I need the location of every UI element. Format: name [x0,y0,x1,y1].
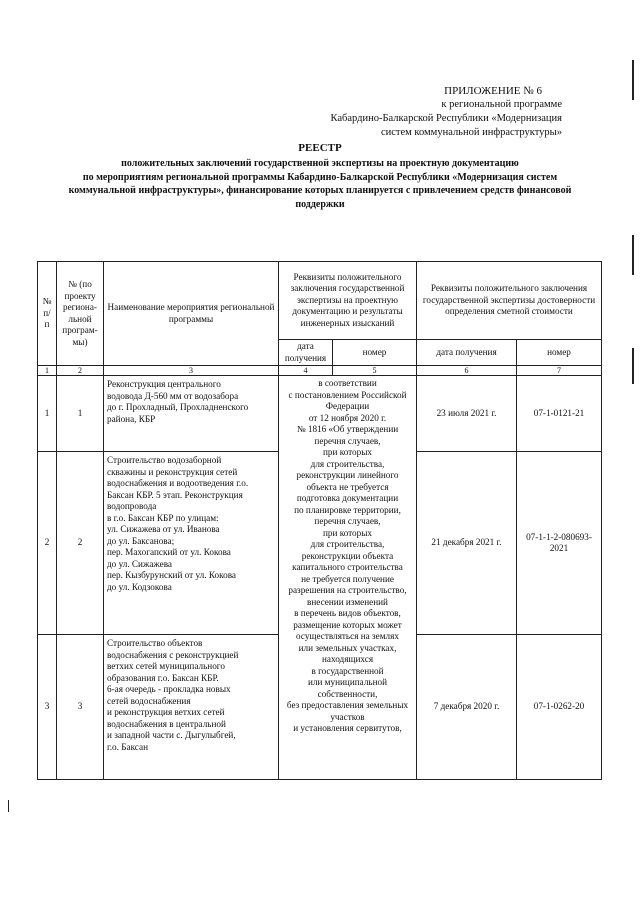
note-line: участков [330,711,365,722]
note-line: капитального строительства [292,562,403,572]
title-heading: РЕЕСТР [298,142,342,154]
row-num: 2 [38,452,57,635]
note-line: или муниципальной [307,677,388,687]
row-name-line: г.о. Баксан [107,741,148,752]
note-line: от 12 ноября 2020 г. [308,412,387,423]
note-line: внесении изменений [307,596,388,607]
row-name-line: водовода Д-560 мм от водозабора [107,390,239,401]
note-line: осуществляться на землях [296,631,399,641]
index-cell: 5 [333,366,417,376]
row-name-line: до г. Прохладный, Прохладненского [107,402,249,412]
note-line: разрешения на строительство, [288,585,407,595]
row-name-line: водопровода [107,501,157,511]
row-g2-date: 7 декабря 2020 г. [417,635,517,780]
subtitle-line: по мероприятиям региональной программы Кабардино-Балкарской Республики «Модернизация систем [82,171,558,183]
scan-margin-mark [632,60,634,100]
note-line: реконструкции объекта [301,550,394,561]
note-line: № 1816 «Об утверждении [296,424,399,434]
note-line: для строительства, [310,539,385,549]
header-g1-date: дата получения [279,340,333,366]
note-line: перечня случаев, [314,435,381,446]
subtitle-line: положительных заключений государственной экспертизы на проектную документацию [121,158,519,169]
index-row [38,366,602,376]
scan-margin-mark [8,800,9,812]
appendix-line: Кабардино-Балкарской Республики «Модернизация [330,113,562,124]
row-name-line: Строительство водозаборной [107,455,222,465]
row-name-line: образования г.о. Баксан КБР. [107,672,219,683]
note-line: при которых [322,447,373,457]
row-name-line: скважины и реконструкция сетей [107,466,238,477]
row-g2-date: 21 декабря 2021 г. [417,452,517,635]
note-line: с постановлением Российской [288,389,407,400]
row-num: 1 [38,376,57,452]
note-line: объекта не требуется [306,481,389,492]
note-line: в соответствии [318,378,377,388]
index-cell: 4 [279,366,333,376]
note-line: находящихся [321,654,374,664]
appendix-line: ПРИЛОЖЕНИЕ № 6 [444,85,542,97]
note-line: собственности, [317,688,378,699]
row-name-line: и западной части с. Дыгулыбгей, [107,730,236,740]
header-g2-date: дата получения [417,340,517,366]
merged-note-cell [279,376,417,780]
row-name-line: в г.о. Баксан КБР по улицам: [107,512,219,523]
document-title [40,142,600,211]
note-line: размещение которых может [293,619,402,630]
scan-margin-mark [632,235,634,275]
subtitle-line: коммунальной инфраструктуры», финансирование которых планируется с привлечением средств финансовой [68,185,572,196]
header-g2-number: номер [517,340,602,366]
row-name-line: до ул. Кодзокова [107,581,172,592]
header-group-cost-expertise: Реквизиты положительного заключения государственной экспертизы достоверности определения сметной стоимости [417,262,602,340]
row-prog-num: 3 [57,635,104,780]
note-line: не требуется получение [301,573,394,584]
row-name-line: водоснабжения в центральной [107,718,226,729]
row-name-line: ул. Сижажева от ул. Иванова [107,524,220,534]
row-name-line: сетей водоснабжения [107,695,191,706]
note-line: в перечень видов объектов, [294,608,401,618]
row-prog-num: 2 [57,452,104,635]
appendix-line: к региональной программе [441,99,562,110]
row-num: 3 [38,635,57,780]
note-line: реконструкции линейного [296,470,399,480]
appendix-line: систем коммунальной инфраструктуры» [380,127,562,138]
row-name-line: Строительство объектов [107,638,203,648]
index-cell: 2 [57,366,104,376]
row-name-line: до ул. Баксанова; [107,535,175,546]
note-line: в государственной [311,665,384,676]
row-g2-number: 07-1-0262-20 [517,635,602,780]
note-line: при которых [322,527,373,538]
row-name-line: водоснабжения и водоотведения г.о. [107,478,249,488]
index-cell: 7 [517,366,602,376]
appendix-header [322,84,562,140]
header-num: № п/п [38,262,57,366]
note-line: по планировке территории, [294,504,401,515]
row-name-line: пер. Махогапский от ул. Кокова [107,547,231,557]
header-prog-num: № (по проекту региона-льной програм-мы) [57,262,104,366]
index-cell: 6 [417,366,517,376]
row-name [104,635,279,780]
row-g2-number: 07-1-0121-21 [517,376,602,452]
row-name-line: 6-ая очередь - прокладка новых [107,684,231,694]
subtitle-line: поддержки [295,198,345,210]
row-name-line: пер. Кызбурунский от ул. Кокова [107,570,236,580]
row-name-line: района, КБР [107,413,156,424]
row-name [104,376,279,452]
row-name-line: до ул. Сижажева [107,558,173,569]
row-name-line: водоснабжения с реконструкцией [107,649,239,660]
note-line: перечня случаев, [314,516,381,526]
row-name-line: ветхих сетей муниципального [107,661,225,671]
index-cell: 1 [38,366,57,376]
header-group-project-expertise: Реквизиты положительного заключения государственной экспертизы на проектную документацию и результаты инженерных изысканий [279,262,417,340]
row-name-line: Реконструкция центрального [107,379,221,389]
index-cell: 3 [104,366,279,376]
row-name-line: Баксан КБР. 5 этап. Реконструкция [107,489,243,500]
table-row [38,376,602,452]
scan-margin-mark [632,348,634,384]
note-line: и установления сервитутов, [293,723,402,733]
header-row [38,262,602,340]
row-g2-number: 07-1-1-2-080693-2021 [517,452,602,635]
row-prog-num: 1 [57,376,104,452]
registry-table [37,261,602,780]
header-g1-number: номер [333,340,417,366]
note-line: без предоставления земельных [286,700,409,710]
row-name-line: и реконструкция ветхих сетей [107,707,225,717]
header-name: Наименование мероприятия региональной программы [104,262,279,366]
note-line: или земельных участках, [298,642,397,653]
title-subtitle [40,157,600,211]
note-line: подготовка документации [296,493,399,503]
note-line: для строительства, [310,458,385,469]
row-name [104,452,279,635]
note-line: Федерации [325,401,370,411]
row-g2-date: 23 июля 2021 г. [417,376,517,452]
